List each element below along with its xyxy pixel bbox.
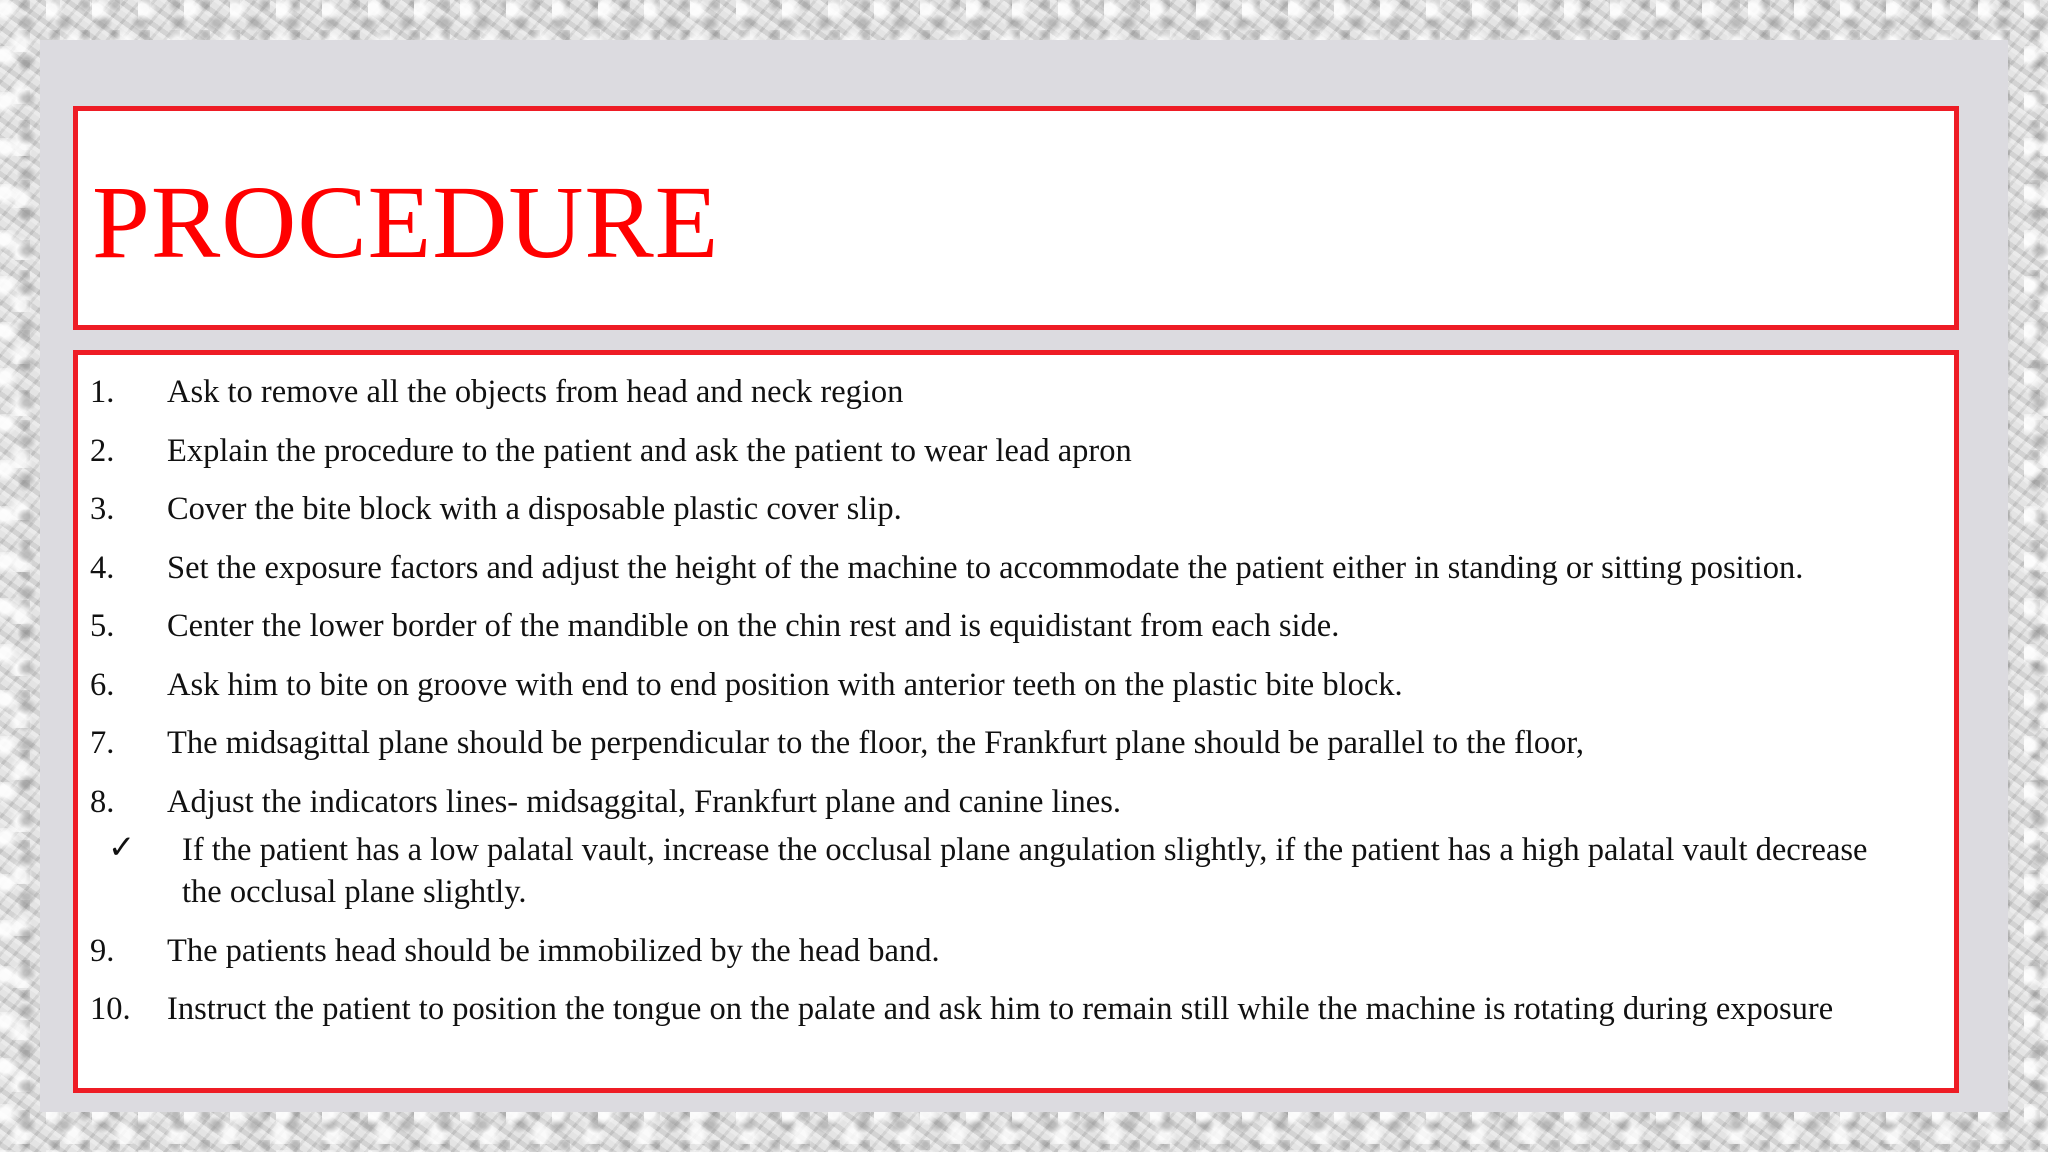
step-number: 2. [90,432,115,469]
title-box [73,106,1959,330]
list-item [78,430,1954,472]
step-number: 7. [90,725,115,761]
subitem-text: If the patient has a low palatal vault, increase the occlusal plane angulation slightly, if the patient has a high palatal vault decrease the occlusal plane slightly. [182,832,1868,910]
step-number: 1. [90,374,115,410]
list-item [78,722,1954,764]
step-number: 5. [90,608,115,644]
list-subitem [78,829,1954,913]
step-number: 9. [90,932,115,969]
list-item [78,488,1954,530]
step-number: 10. [90,991,131,1027]
list-item [78,605,1954,647]
step-text: Set the exposure factors and adjust the height of the machine to accommodate the patient either in standing or sitting position. [167,549,1804,586]
step-number: 6. [90,666,115,703]
step-number: 8. [90,783,115,820]
checkmark-icon: ✓ [108,830,136,866]
step-text: Adjust the indicators lines- midsaggital, Frankfurt plane and canine lines. [167,783,1122,820]
step-text: Instruct the patient to position the tongue on the palate and ask him to remain still while the machine is rotating during exposure [167,991,1834,1027]
slide-title: PROCEDURE [92,165,720,280]
step-text: Cover the bite block with a disposable plastic cover slip. [167,491,902,527]
slide-panel [40,40,2008,1112]
list-item [78,781,1954,823]
list-item [78,547,1954,589]
step-text: Center the lower border of the mandible on the chin rest and is equidistant from each side. [167,608,1340,644]
step-text: The midsagittal plane should be perpendicular to the floor, the Frankfurt plane should be parallel to the floor, [167,725,1585,761]
step-text: Explain the procedure to the patient and ask the patient to wear lead apron [167,432,1132,469]
list-item [78,930,1954,972]
step-text: Ask him to bite on groove with end to end position with anterior teeth on the plastic bite block. [167,666,1403,703]
step-number: 3. [90,491,115,527]
procedure-list [73,350,1959,1093]
list-item [78,988,1954,1030]
step-number: 4. [90,549,115,586]
list-item [78,371,1954,413]
step-text: The patients head should be immobilized by the head band. [167,932,940,969]
list-item [78,664,1954,706]
step-text: Ask to remove all the objects from head and neck region [167,374,904,410]
